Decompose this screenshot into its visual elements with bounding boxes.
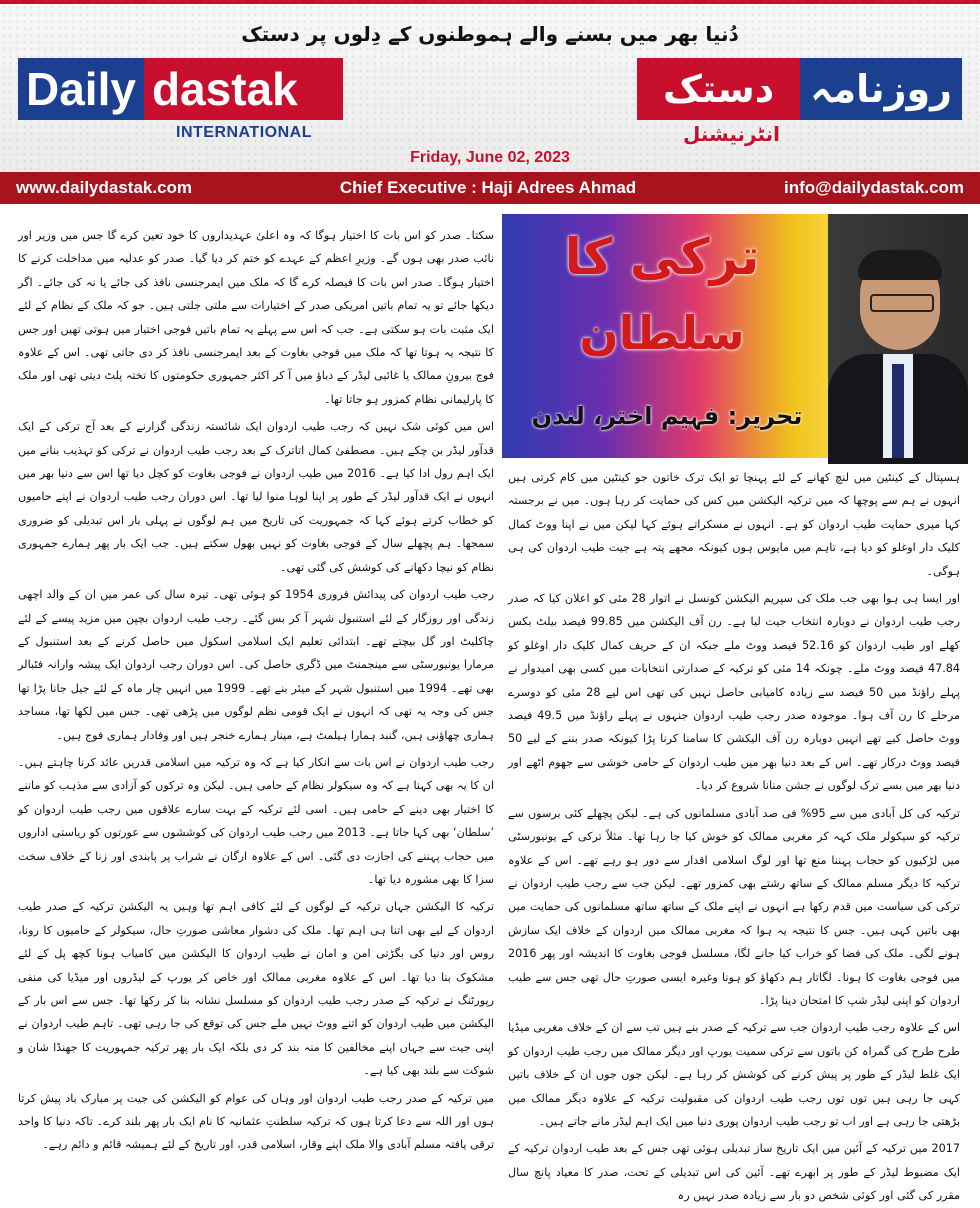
paragraph: اس میں کوئی شک نہیں کہ رجب طیب اردوان ایک شائستہ زندگی گزارنے کے بعد آج ترکی کے ایک قدآور لیڈر بن چکے ہیں۔ مصطفیٰ کمال اتاترک کے بعد رجب طیب اردوان نے ترکی کو تہذیب بنانے میں ایک اہم رول ادا کیا ہے۔ 2016 میں طیب اردوان نے فوجی بغاوت کو کچل دیا تھا اس سے دنیا بھر میں انہوں نے ایک قدآور لیڈر کے طور پر اپنا لوہا منوا لیا تھا۔ اس دوران رجب طیب اردوان نے اپنے حامیوں کو خطاب کرتے ہوئے کہا کہ جمہوریت کی تاریخ میں ہم لوگوں نے پہلی بار اس تبدیلی کو ضروری سمجھا۔ ہم پچھلے سال کے فوجی بغاوت کو نہیں بھول سکتے ہیں۔ جب ایک بار پھر ہمارے جمہوری نظام کو نیچا دکھانے کی کوشش کی گئی تھی۔ xyxy=(18,420,494,574)
paragraph: اس کے علاوہ رجب طیب اردوان جب سے ترکیہ کے صدر بنے ہیں تب سے ان کے خلاف مغربی میڈیا طرح طرح کی گمراہ کن باتوں سے ترکی سمیت یورپ اور دیگر ممالک میں رجب طیب اردوان کو ایک غلط لیڈر کے طور پر پیش کرنے کی کوشش کر رہا ہے۔ لیکن جوں جوں ان کے خلاف باتیں کہی جا رہی ہیں توں توں رجب طیب اردوان کی مقبولیت ترکیہ کے علاوہ دیگر ممالک میں بڑھتی جا رہی ہے اور اب تو رجب طیب اردوان پوری دنیا میں ایک اہم لیڈر مانے جاتے ہیں۔ xyxy=(508,1021,960,1128)
chief-executive: Chief Executive : Haji Adrees Ahmad xyxy=(339,178,637,197)
banner-title-line1: ترکی کا xyxy=(564,228,760,286)
paragraph: رجب طیب اردوان کی پیدائش فروری 1954 کو ہوئی تھی۔ تیرہ سال کی عمر میں ان کے والد اچھی زندگی اور روزگار کے لئے استنبول شہر آ کر بس گئے۔ رجب طیب اردوان بچپن میں مزید پیسے کے لئے چاکلیٹ اور گل بیچتے تھے۔ ابتدائی تعلیم ایک اسلامی اسکول میں حاصل کرنے کے بعد استنبول کے مرمارا یونیورسٹی سے مینجمنٹ میں ڈگری حاصل کی۔ اس دوران رجب اردوان ایک پیشہ وارانہ فٹبالر بھی تھے۔ 1994 میں استنبول شہر کے میئر بنے تھے۔ 1999 میں انہیں چار ماہ کے لئے جیل جانا پڑا تھا جس کی وجہ یہ تھی کہ انہوں نے ایک قومی نظم لوگوں میں پڑھی تھی۔ جس میں لکھا تھا، مساجد ہماری چھاؤنی ہیں، گنبد ہمارا ہیلمٹ ہے، مینار ہمارے خنجر ہیں اور وفادار ہماری فوج ہیں۔ xyxy=(18,588,494,742)
logo-international: INTERNATIONAL xyxy=(176,124,312,141)
website-link[interactable]: www.dailydastak.com xyxy=(16,178,193,197)
paragraph: 2017 میں ترکیہ کے آئین میں ایک تاریخ ساز تبدیلی ہوئی تھی جس کے بعد طیب اردوان ترکیہ کے ایک مضبوط لیڈر کے طور پر ابھرے تھے۔ آئین کی اس تبدیلی کے تحت، صدر کا معیاد پانچ سال مقرر کی گئی اور کوئی شخص دو بار سے زیادہ صدر نہیں رہ xyxy=(508,1142,960,1203)
issue-date: Friday, June 02, 2023 xyxy=(410,149,570,166)
article-column-left xyxy=(18,224,494,1186)
paragraph: رجب طیب اردوان نے اس بات سے انکار کیا ہے کہ وہ ترکیہ میں اسلامی قدریں عائد کرنا چاہتے ہیں۔ ان کا یہ بھی کہنا ہے کہ وہ سیکولر نظام کے حامی ہیں۔ لیکن وہ ترکوں کو آزادی سے مذہب کو ماننے کا اختیار بھی دینے کے حامی ہیں۔ اسی لئے ترکیہ کے بہت سارے علاقوں میں رجب طیب اردوان کو ’سلطان‘ بھی کہا جاتا ہے۔ 2013 میں رجب طیب اردوان کی کوششوں سے عورتوں کو ریاستی اداروں میں حجاب پہننے کی اجازت دی گئی۔ اس کے علاوہ ارگان نے شراب پر پابندی اور زنا کے خلاف سخت سزا کا بھی مشورہ دیا تھا۔ xyxy=(18,755,495,886)
logo-urdu xyxy=(637,58,962,120)
tagline: دُنیا بھر میں بسنے والے ہموطنوں کے دِلوں پر دستک xyxy=(241,22,739,46)
author-photo xyxy=(828,214,968,458)
logo-dastak: dastak xyxy=(144,58,343,120)
logo-english xyxy=(18,58,343,120)
paragraph: ترکیہ کی کل آبادی میں سے 95% فی صد آبادی مسلمانوں کی ہے۔ لیکن پچھلے کئی برسوں سے ترکیہ کو سیکولر ملک کہہ کر مغربی ممالک کو خوش کیا جا رہا تھا۔ مثلاً ترکی کے یونیورسٹی میں لڑکیوں کو حجاب پہننا منع تھا اور لوگ اسلامی اقدار سے دور ہو رہے تھے۔ اس کے علاوہ ترکیہ کا دیگر مسلم ممالک کے ساتھ رشتے بھی کمزور تھے۔ لیکن جب سے رجب طیب اردوان نے ترکی کی سیاست میں قدم رکھا ہے انہوں نے اپنے ملک کے ساتھ ساتھ مسلمانوں کی حمایت میں بھی باتیں کہی ہیں۔ جس کا نتیجہ یہ ہوا کہ مغربی ممالک میں اردوان کے خلاف ایک سازش ہونے لگی۔ ملک کی فضا کو خراب کیا جانے لگا، مسلسل فوجی بغاوت کا اندیشہ اور پھر 2016 میں فوجی بغاوت کا ہونا۔ لگاتار ہم دکھاؤ کو ہونا وغیرہ ایسی صورتِ حال تھی جس سے طیب اردوان کو اپنی لیڈر شپ کا امتحان دینا پڑا۔ xyxy=(508,806,961,1007)
article-banner xyxy=(502,214,968,458)
logo-urdu-dastak: دستک xyxy=(637,58,800,120)
logo-urdu-roznama: روزنامہ xyxy=(800,58,962,120)
logo-daily: Daily xyxy=(18,58,144,120)
contact-bar xyxy=(0,172,980,204)
banner-title-line2: سلطان xyxy=(579,306,745,360)
paragraph: میں ترکیہ کے صدر رجب طیب اردوان اور وہاں کی عوام کو الیکشن کی جیت پر مبارک باد پیش کرتا ہوں اور اللہ سے دعا کرتا ہوں کہ ترکیہ سلطنتِ عثمانیہ کا نام ایک بار پھر بلند کرے۔ تاکہ دنیا کا واحد ترقی یافتہ مسلم آبادی والا ملک اپنے وقار، اسلامی قدر، اور تاریخ کے لئے ہمیشہ قائم و دائم رہے۔ xyxy=(18,1091,494,1152)
email-link[interactable]: info@dailydastak.com xyxy=(783,178,964,197)
paragraph: ترکیہ کا الیکشن جہاں ترکیہ کے لوگوں کے لئے کافی اہم تھا وہیں یہ الیکشن ترکیہ کے صدر طیب اردوان کے لیے بھی اتنا ہی اہم تھا۔ ملک کی دشوار معاشی صورتِ حال، سیکولر کے حامیوں کا رونا، روس اور دنیا کی بگڑتی امن و امان نے طیب اردوان کا الیکشن میں کامیاب ہونا کچھ پل کے لئے مشکوک بنا دیا تھا۔ اس کے علاوہ مغربی ممالک اور خاص کر یورپ کے لیڈروں اور میڈیا کی منفی رپورٹنگ نے ترکیہ کے صدر رجب طیب اردوان کو مسلسل نشانہ بنا کر رکھا تھا۔ جس سے اس بار کے الیکشن میں طیب اردوان کو اتنے ووٹ نہیں ملے جس کی توقع کی جا رہی تھی۔ تاہم طیب اردوان نے اپنی جیت سے جہاں اپنے مخالفین کا منہ بند کر دی بلکہ ایک بار پھر ترکیہ جمہوریت کا جھنڈا شان و شوکت سے بلند بھی کیا ہے۔ xyxy=(18,900,494,1078)
paragraph: ہسپتال کے کینٹین میں لنچ کھانے کے لئے پہنچا تو ایک ترک خاتون جو کینٹین میں کام کرتی ہیں انہوں نے ہم سے پوچھا کہ میں ترکیہ الیکشن میں کس کی حمایت کر رہا ہوں۔ میں نے برجستہ کہا میری حمایت طیب اردوان کو ہے۔ انہوں نے مسکراتے ہوئے کہا لیکن میں نے اپنا ووٹ کمال کلیک دار اوغلو کو دیا ہے، تاہم میں مایوس ہوں کیونکہ مجھے پتہ ہے جیت طیب اردوان کی ہی ہوگی۔ xyxy=(508,471,960,578)
banner-byline: تحریر: فہیم اختر، لندن xyxy=(531,402,803,430)
logo-urdu-international: انٹرنیشنل xyxy=(682,122,780,146)
masthead xyxy=(0,0,980,172)
article-column-right xyxy=(508,466,961,1203)
paragraph: سکتا۔ صدر کو اس بات کا اختیار ہوگا کہ وہ اعلیٰ عہدیداروں کا خود تعین کرے گا جس میں وزیر اور نائب صدر بھی ہوں گے۔ وزیرِ اعظم کے عہدے کو ختم کر دیا گیا۔ صدر کو عدلیہ میں مداخلت کرنے کا اختیار ہوگا۔ صدر اس بات کا فیصلہ کرے گا کہ ملک میں ایمرجنسی نافذ کی جائے یا نہ کی جائے۔ اگر دیکھا جائے تو یہ تمام باتیں امریکی صدر کے اختیارات سے ملتی جلتی ہیں۔ جو کہ ملک کے نظام کے لئے ایک مثبت بات ہو سکتی ہے۔ جب کہ اس سے پہلے یہ تمام باتیں فوجی اختیار میں ہوتی تھیں اور جس کا نتیجہ یہ ہوتا تھا کہ ملک میں فوجی بغاوت کے بعد ایمرجنسی نافذ کر دی جاتی تھی۔ اس کے علاوہ فوج بیرونِ ممالک یا غائبی لیڈر کے دباؤ میں آ کر اکثر جمہوری حکومتوں کا تختہ پلٹ دیتی تھی اور ملک کا پارلیمانی نظام کمزور ہو جاتا تھا۔ xyxy=(18,229,494,406)
paragraph: اور ایسا ہی ہوا بھی جب ملک کی سپریم الیکشن کونسل نے اتوار 28 مئی کو اعلان کیا کہ صدر رجب طیب اردوان نے دوبارہ انتخاب جیت لیا ہے۔ رن آف الیکشن میں 99.85 فیصد بیلٹ بکس کھلے اور طیب اردوان کو 52.16 فیصد ووٹ ملے جبکہ ان کے حریف کمال کلیک دار اوغلو کو 47.84 فیصد ووٹ ملے۔ چونکہ 14 مئی کو ترکیہ کے صدارتی انتخابات میں کسی بھی امیدوار نے پہلے راؤنڈ میں 50 فیصد سے زیادہ کامیابی حاصل نہیں کی تھی اس لیے 28 مئی کو دوسرے مرحلے کا رن آف ہوا۔ موجودہ صدر رجب طیب اردوان جنہوں نے پہلے راؤنڈ میں 49.5 فیصد ووٹ حاصل کیے تھے انہیں دوبارہ رن آف الیکشن کا سامنا کرنا پڑا کیونکہ صدر بننے کے لیے 50 فیصد ووٹ درکار تھے۔ اس کے بعد دنیا بھر میں طیب اردوان کے حامی خوشی سے جھوم اٹھے اور دنیا بھر میں بسے ترک لوگوں نے جشن منانا شروع کر دیا۔ xyxy=(508,592,961,793)
